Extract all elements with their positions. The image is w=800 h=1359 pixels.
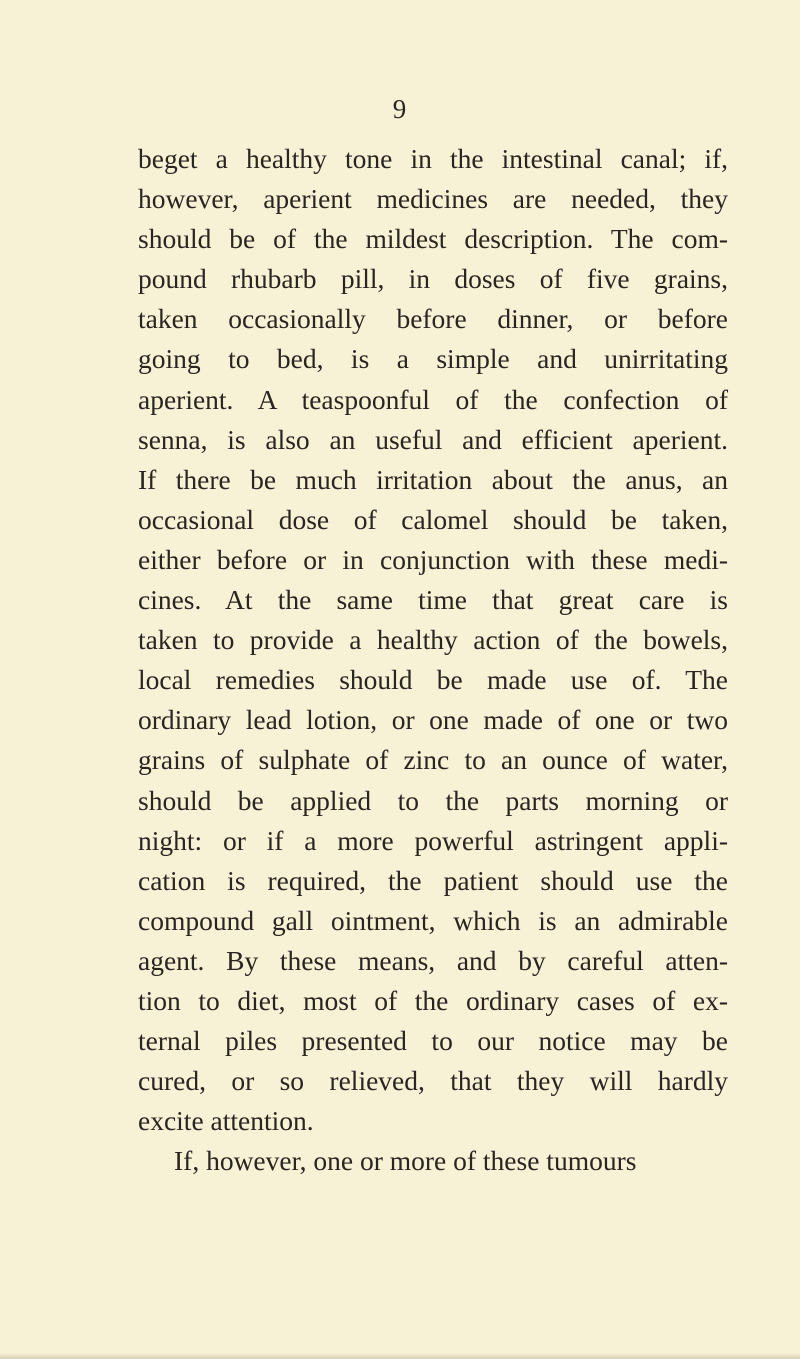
text-line: cured, or so relieved, that they will hardly <box>138 1065 728 1097</box>
text-line: cines. At the same time that great care is <box>138 584 728 616</box>
text-line: should be applied to the parts morning or <box>138 784 728 816</box>
text-line: should be of the mildest description. The com- <box>138 223 728 255</box>
text-line: tion to diet, most of the ordinary cases of ex- <box>138 984 728 1016</box>
text-line: night: or if a more powerful astringent appli- <box>138 824 728 856</box>
text-line: senna, is also an useful and efficient aperient. <box>138 423 728 455</box>
text-line: occasional dose of calomel should be taken, <box>138 503 728 535</box>
text-line: taken to provide a healthy action of the bowels, <box>138 624 728 656</box>
page-number: 9 <box>392 94 408 124</box>
text-line: ordinary lead lotion, or one made of one or two <box>138 704 728 736</box>
text-line: If there be much irritation about the anus, an <box>138 463 728 495</box>
text-line: however, aperient medicines are needed, they <box>138 183 728 215</box>
page-bottom-edge <box>0 1353 800 1359</box>
text-line: either before or in conjunction with these medi- <box>138 543 728 575</box>
text-line: aperient. A teaspoonful of the confection of <box>138 383 728 415</box>
text-line: beget a healthy tone in the intestinal canal; if, <box>138 143 728 174</box>
text-line: compound gall ointment, which is an admirable <box>138 904 728 936</box>
text-line: going to bed, is a simple and unirritating <box>138 343 728 375</box>
body-text <box>138 139 728 1181</box>
text-line: taken occasionally before dinner, or before <box>138 303 728 335</box>
text-line: cation is required, the patient should use the <box>138 864 728 896</box>
text-line: local remedies should be made use of. The <box>138 664 728 696</box>
text-line: ternal piles presented to our notice may be <box>138 1025 728 1057</box>
text-line: pound rhubarb pill, in doses of five grains, <box>138 263 728 295</box>
text-line: grains of sulphate of zinc to an ounce of water, <box>138 744 728 776</box>
text-line: agent. By these means, and by careful atten- <box>138 944 728 976</box>
text-line-paragraph-start: If, however, one or more of these tumours <box>174 1145 637 1177</box>
text-line-paragraph-end: excite attention. <box>138 1105 314 1137</box>
